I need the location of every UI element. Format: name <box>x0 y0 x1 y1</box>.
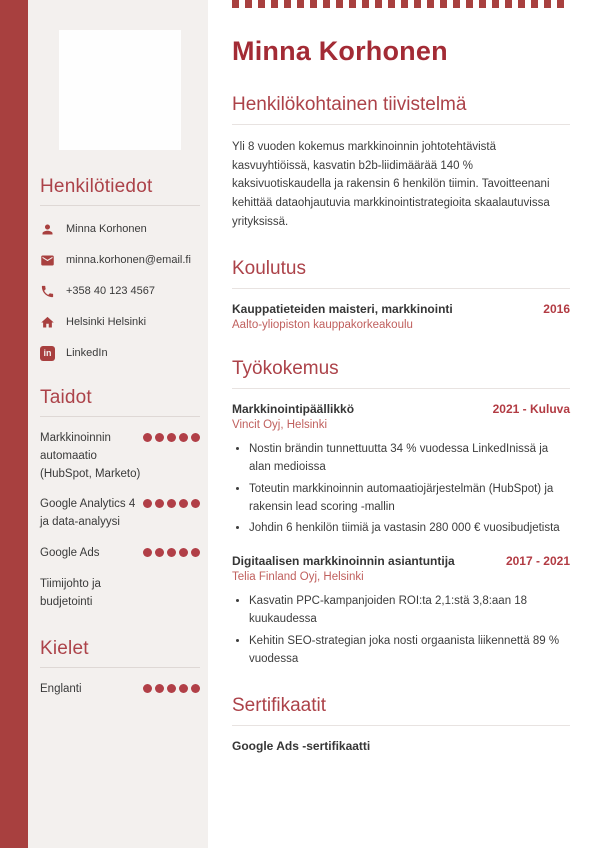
job-bullets <box>232 441 570 538</box>
skill-rating-dots <box>143 499 200 508</box>
person-icon <box>40 221 57 237</box>
home-icon <box>40 314 57 330</box>
job-title: Markkinointipäällikkö <box>232 402 355 417</box>
language-rating-dots <box>143 684 200 693</box>
contact-email-text: minna.korhonen@email.fi <box>66 254 191 266</box>
certifications-heading: Sertifikaatit <box>232 695 326 717</box>
phone-icon <box>40 283 57 299</box>
school-name: Aalto-yliopiston kauppakorkeakoulu <box>232 319 413 332</box>
skill-row <box>40 496 200 532</box>
divider <box>232 288 570 289</box>
contact-name-text: Minna Korhonen <box>66 223 147 235</box>
language-row <box>40 681 200 699</box>
company-name: Vincit Oyj, Helsinki <box>232 419 328 432</box>
degree-period: 2016 <box>543 302 570 317</box>
contact-item-location <box>40 314 200 330</box>
education-heading: Koulutus <box>232 258 306 280</box>
language-label: Englanti <box>40 682 82 695</box>
sidebar <box>28 0 208 848</box>
experience-entry <box>232 402 570 538</box>
divider <box>232 124 570 125</box>
skill-row <box>40 545 200 563</box>
skill-label: Tiimijohto ja budjetointi <box>40 577 101 608</box>
job-period: 2021 - Kuluva <box>492 402 570 417</box>
section-certifications <box>232 695 570 753</box>
sidebar-heading-languages: Kielet <box>40 637 89 659</box>
linkedin-icon: in <box>40 345 57 361</box>
experience-entry <box>232 554 570 668</box>
company-name: Telia Finland Oyj, Helsinki <box>232 571 364 584</box>
skill-label: Google Analytics 4 ja data-analyysi <box>40 498 136 529</box>
section-experience <box>232 358 570 668</box>
skill-label: Google Ads <box>40 547 100 560</box>
page-title: Minna Korhonen <box>232 36 448 66</box>
section-education <box>232 258 570 331</box>
degree-title: Kauppatieteiden maisteri, markkinointi <box>232 302 453 317</box>
certificate-name: Google Ads -sertifikaatti <box>232 739 371 754</box>
divider <box>232 725 570 726</box>
job-bullet: • Nostin brändin tunnettuutta 34 % vuodessa LinkedInissä ja alan medioissa <box>249 441 570 477</box>
section-summary <box>232 94 570 231</box>
divider <box>40 416 200 417</box>
job-bullet: • Kehitin SEO-strategian joka nosti orgaanista liikennettä 89 % vuodessa <box>249 633 570 669</box>
envelope-icon <box>40 252 57 268</box>
contact-location-text: Helsinki Helsinki <box>66 316 147 328</box>
sidebar-heading-skills: Taidot <box>40 387 92 408</box>
experience-heading: Työkokemus <box>232 358 339 380</box>
main-content <box>208 0 600 848</box>
skill-label: Markkinoinnin automaatio (HubSpot, Marketo) <box>40 432 141 480</box>
contact-phone-text: +358 40 123 4567 <box>66 285 156 297</box>
job-period: 2017 - 2021 <box>505 554 570 569</box>
accent-stripe <box>0 0 28 848</box>
contact-linkedin-text: LinkedIn <box>66 347 108 359</box>
divider <box>40 667 200 668</box>
contact-item-linkedin <box>40 345 200 361</box>
summary-text: Yli 8 vuoden kokemus markkinoinnin johtotehtävistä kasvuyhtiöissä, kasvatin b2b-liidimäärää 140 % kaksivuotiskaudella ja rakensin 6 henkilön tiimin. Tavoitteenani kehittää dataohjautuvia markkinointistrategioita skaalautuvissa yrityksissä. <box>232 141 550 228</box>
contact-list <box>40 221 200 361</box>
sidebar-heading-contact: Henkilötiedot <box>40 176 153 197</box>
divider <box>232 388 570 389</box>
job-bullet: • Toteutin markkinoinnin automaatiojärjestelmän (HubSpot) ja rakensin lead scoring -mallin <box>249 481 570 517</box>
skill-row <box>40 430 200 483</box>
divider <box>40 205 200 206</box>
education-entry <box>232 302 570 331</box>
skill-rating-dots <box>143 548 200 557</box>
summary-heading: Henkilökohtainen tiivistelmä <box>232 94 467 115</box>
job-bullets <box>232 593 570 668</box>
contact-item-name <box>40 221 200 237</box>
photo-placeholder <box>59 30 181 150</box>
skill-row <box>40 576 200 612</box>
contact-item-email <box>40 252 200 268</box>
job-bullet: • Johdin 6 henkilön tiimiä ja vastasin 280 000 € vuosibudjetista <box>249 520 570 538</box>
job-bullet: • Kasvatin PPC-kampanjoiden ROI:ta 2,1:stä 3,8:aan 18 kuukaudessa <box>249 593 570 629</box>
skill-rating-dots <box>143 433 200 442</box>
contact-item-phone <box>40 283 200 299</box>
job-title: Digitaalisen markkinoinnin asiantuntija <box>232 554 455 569</box>
